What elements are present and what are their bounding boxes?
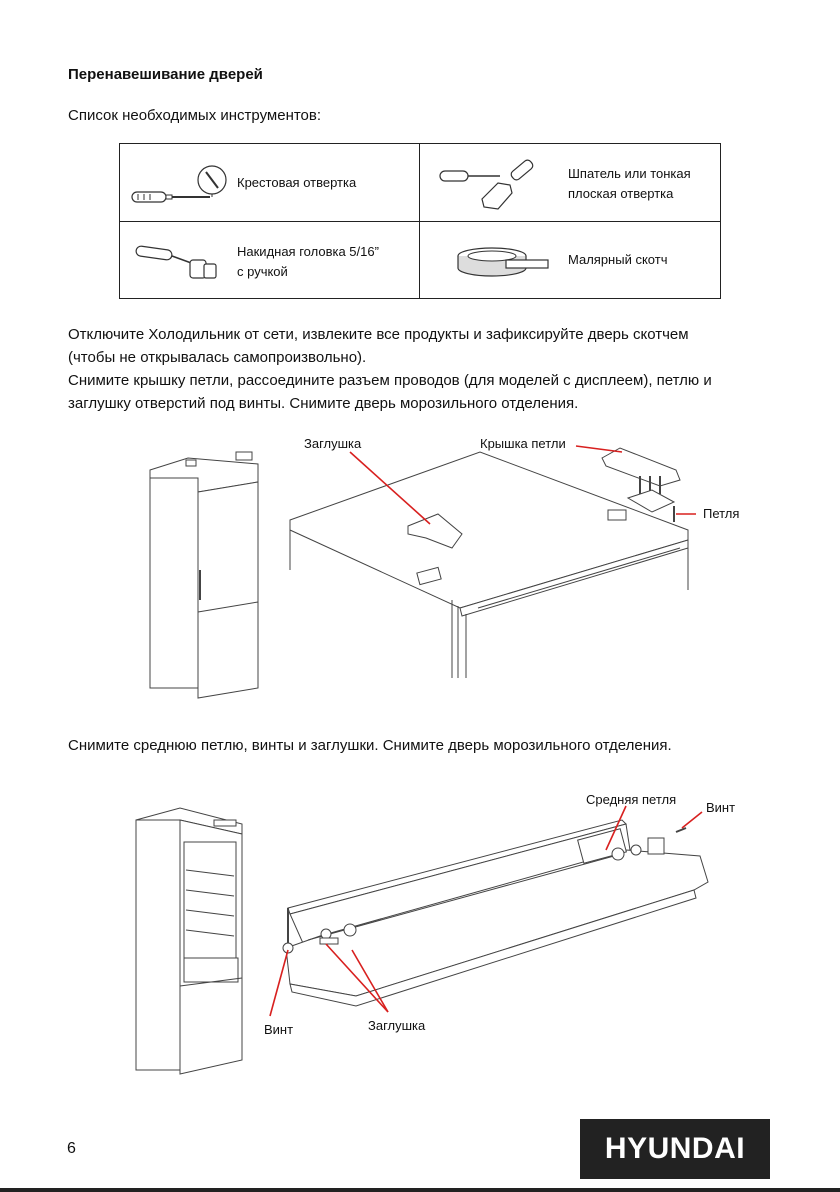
bottom-rule (0, 1188, 840, 1192)
callout-line (270, 950, 288, 1016)
instructions-paragraph: Отключите Холодильник от сети, извлеките все продукты и зафиксируйте дверь скотчем (чтобы не открывалась самопроизвольно). Снимите крышку петли, рассоедините разъем проводов (для моделей с дисплеем), петлю и заглушку отверстий под винты. Снимите дверь морозильного отделения. (68, 326, 712, 412)
callout-line (682, 812, 702, 828)
masking-tape-icon (436, 242, 556, 282)
label-hinge: Петля (703, 506, 740, 521)
tools-table (119, 143, 721, 299)
label-plug: Заглушка (304, 436, 362, 451)
label-screw-left: Винт (264, 1022, 294, 1037)
top-hinge-diagram (140, 430, 760, 710)
label-plug-2: Заглушка (368, 1018, 426, 1033)
freezer-door-detail (283, 820, 708, 1006)
section-heading: Перенавешивание дверей (68, 66, 263, 83)
tool-cell (420, 222, 720, 299)
tool-label: Крестовая отвертка (237, 175, 357, 190)
fridge-illustration (150, 452, 258, 698)
spatula-icon (438, 159, 548, 214)
label-middle-hinge: Средняя петля (586, 792, 677, 807)
page-number: 6 (67, 1140, 76, 1157)
label-screw-right: Винт (706, 800, 736, 815)
tool-cell (420, 144, 720, 221)
instructions-paragraph: Снимите среднюю петлю, винты и заглушки. Снимите дверь морозильного отделения. (68, 737, 672, 754)
tool-label: Накидная головка 5/16” с ручкой (237, 244, 379, 279)
tools-intro: Список необходимых инструментов: (68, 107, 322, 124)
callout-line (576, 446, 622, 452)
fridge-top-view (290, 448, 688, 678)
fridge-illustration (136, 808, 242, 1074)
brand-logo: HYUNDAI (580, 1119, 770, 1179)
tool-cell (120, 144, 420, 221)
phillips-screwdriver-icon (128, 154, 238, 214)
middle-hinge-diagram (130, 790, 750, 1080)
socket-wrench-icon (128, 234, 238, 290)
tool-label: Малярный скотч (568, 252, 668, 267)
tool-label: Шпатель или тонкая плоская отвертка (568, 166, 691, 201)
label-hinge-cover: Крышка петли (480, 436, 566, 451)
tool-cell (120, 222, 420, 299)
